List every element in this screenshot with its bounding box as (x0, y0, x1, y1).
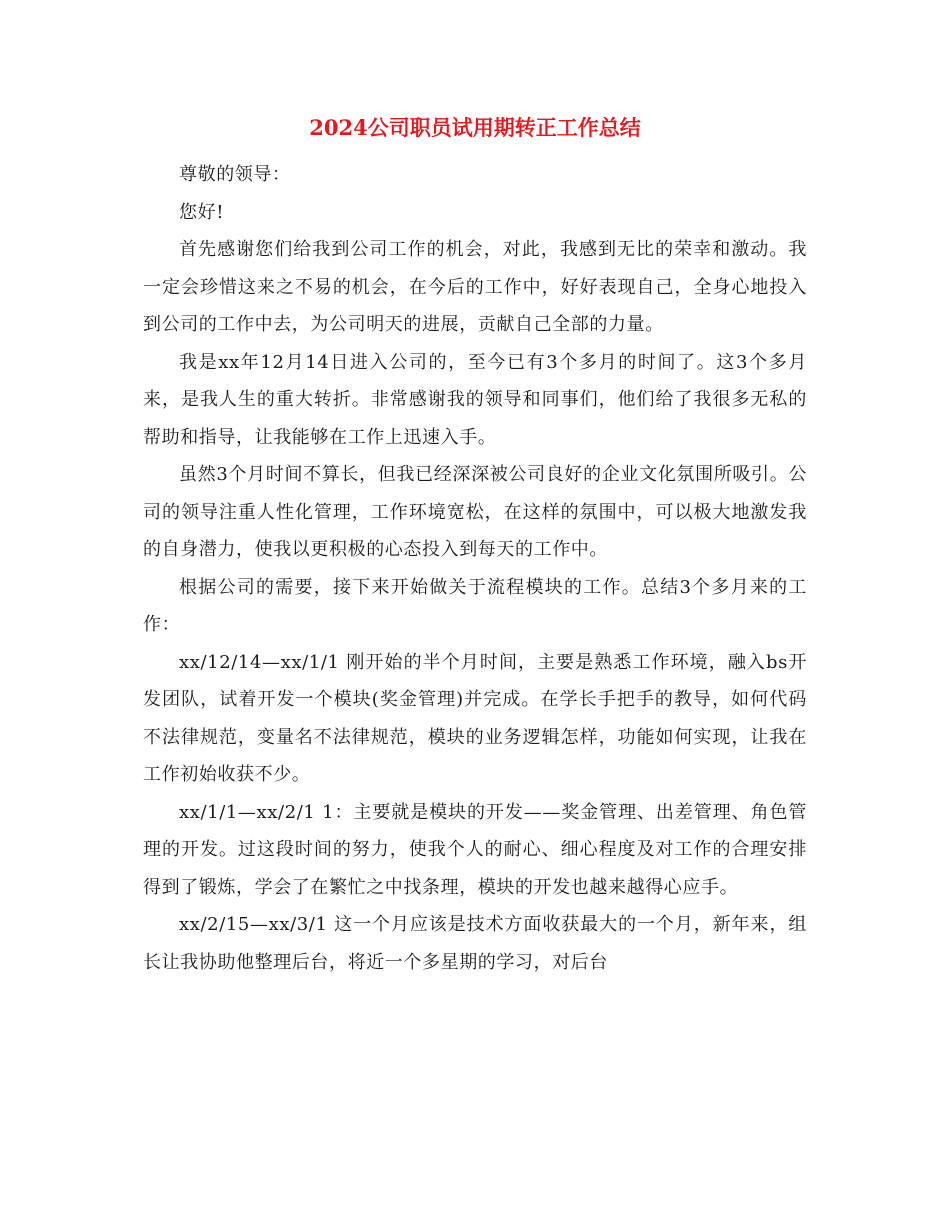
paragraph-period-1: xx/12/14—xx/1/1 刚开始的半个月时间，主要是熟悉工作环境，融入bs开发团队，试着开发一个模块(奖金管理)并完成。在学长手把手的教导，如何代码不法律规范，变量名不法律规范，模块的业务逻辑怎样，功能如何实现，让我在工作初始收获不少。 (143, 651, 807, 785)
document-body (143, 156, 807, 981)
greeting: 您好! (179, 201, 225, 223)
paragraph-culture: 虽然3个月时间不算长，但我已经深深被公司良好的企业文化氛围所吸引。公司的领导注重人性化管理，工作环境宽松，在这样的氛围中，可以极大地激发我的自身潜力，使我以更积极的心态投入到每天的工作中。 (143, 464, 807, 560)
salutation: 尊敬的领导： (179, 164, 291, 185)
paragraph-period-2: xx/1/1—xx/2/1 1：主要就是模块的开发——奖金管理、出差管理、角色管理的开发。过这段时间的努力，使我个人的耐心、细心程度及对工作的合理安排得到了锻炼，学会了在繁忙之中找条理，模块的开发也越来越得心应手。 (143, 801, 807, 898)
paragraph-start-date: 我是xx年12月14日进入公司的，至今已有3个多月的时间了。这3个多月来，是我人生的重大转折。非常感谢我的领导和同事们，他们给了我很多无私的帮助和指导，让我能够在工作上迅速入手。 (143, 351, 807, 448)
paragraph-thanks: 首先感谢您们给我到公司工作的机会，对此，我感到无比的荣幸和激动。我一定会珍惜这来之不易的机会，在今后的工作中，好好表现自己，全身心地投入到公司的工作中去，为公司明天的进展，贡献自己全部的力量。 (143, 239, 807, 335)
paragraph-period-3: xx/2/15—xx/3/1 这一个月应该是技术方面收获最大的一个月，新年来，组长让我协助他整理后台，将近一个多星期的学习，对后台 (143, 914, 807, 973)
document-title: 2024公司职员试用期转正工作总结 (309, 115, 641, 140)
paragraph-summary-intro: 根据公司的需要，接下来开始做关于流程模块的工作。总结3个多月来的工作： (143, 576, 807, 635)
